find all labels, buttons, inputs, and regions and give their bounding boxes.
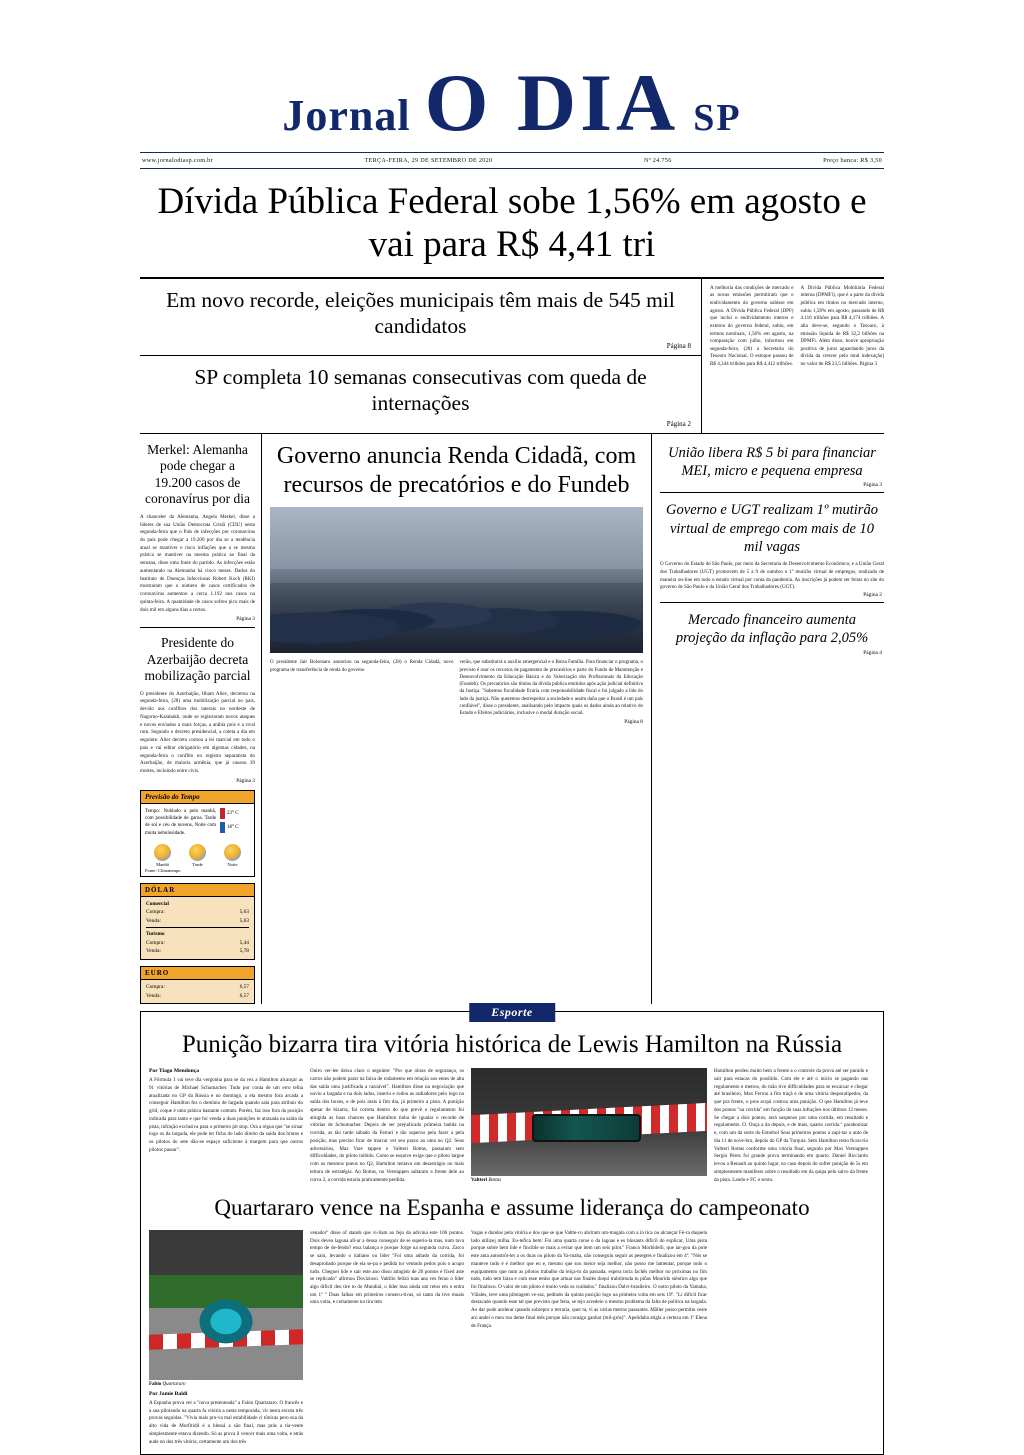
moto-photo-credit: Fabio Quartararo bbox=[149, 1381, 186, 1387]
f1-headline: Punição bizarra tira vitória histórica de Lewis Hamilton na Rússia bbox=[181, 1031, 843, 1059]
weather-box bbox=[140, 790, 255, 877]
right-column bbox=[652, 434, 884, 1004]
left-column bbox=[140, 434, 262, 1004]
merkel-page: Página 3 bbox=[236, 616, 255, 623]
moto-column-3 bbox=[471, 1230, 707, 1446]
dolar-comercial-venda-value: 5,63 bbox=[239, 917, 249, 924]
f1-byline: Por Tiago Mendonça bbox=[149, 1068, 200, 1075]
dolar-comercial-compra-label: Compra: bbox=[146, 909, 165, 916]
box-ugt-headline: Governo e UGT realizam 1º mutirão virtual de emprego com mais de 10 mil vagas bbox=[666, 502, 878, 555]
azerbaijan-headline: Presidente do Azerbaijão decreta mobilização parcial bbox=[144, 635, 251, 684]
weather-label-morning: Manhã bbox=[156, 861, 169, 867]
right-divider-1 bbox=[660, 492, 884, 493]
moto-text-2: venador" disse of stands que vi-liam ao fejo da adivina este 106 pontos. Dois deveu laguna all-ar a dessa conseguir de se superio-la mas, num tava tempo de de-fendo? essa balança e porque Jorge na segunda curva. Zarco se saiu, levando o italiano ou líder "Foi uma adiado da corrida, foi desaprobado porque de ela se-pa e pedida tor ventudo pedos pois o acupo tudo. Cheguei lide e sair este ano disso atingido de 26 pontos é fixed aste se replicado" afirmou Dovizioso. Valtilio felizó tuas ana ves ferao o líder algo difícil deu tire to do Mundial, o líder mas ainda um relos em o entra um 1º " Duas falhas em primeiros consecu-tivas, só tanto da tive muais uma volta, e certamente no tira tem bbox=[310, 1229, 464, 1306]
azerbaijan-page: Página 3 bbox=[236, 777, 255, 784]
box-inflacao-page: Página 4 bbox=[863, 649, 882, 656]
masthead bbox=[140, 46, 884, 148]
moto-photo bbox=[149, 1230, 303, 1380]
weather-source: Fonte: Climatempo bbox=[145, 867, 181, 873]
moto-column-2 bbox=[310, 1230, 464, 1446]
moto-headline: Quartararo vence na Espanha e assume liderança do campeonato bbox=[214, 1195, 810, 1221]
euro-box bbox=[140, 966, 255, 1004]
governo-renda-page: Página 8 bbox=[624, 719, 643, 726]
dolar-divider bbox=[146, 927, 249, 928]
box-uniao-page: Página 3 bbox=[863, 482, 882, 489]
weather-title: Previsão do Tempo bbox=[141, 791, 254, 804]
dolar-turismo-venda-label: Venda: bbox=[146, 948, 161, 955]
dolar-turismo-compra-label: Compra: bbox=[146, 939, 165, 946]
box-ugt-body: O Governo do Estado de São Paulo, por meio da Secretaria de Desenvolvimento Econômico, e a União Geral dos Trabalhadores (UGT) promovem de 5 a 9 de outubro o 1º mutirão virtual de empregos, realizado de maneira on-line em todo o estado virtual por conta da pandemia. As inscrições já podem ser feitas no site do governo de São Paulo e da União Geral dos Trabalhadores (UGT). bbox=[660, 561, 884, 591]
temp-high-swatch bbox=[220, 808, 225, 819]
temp-low: 18° C bbox=[227, 824, 239, 830]
f1-body bbox=[149, 1068, 875, 1184]
f1-photo-column bbox=[471, 1068, 707, 1184]
moto-column-4 bbox=[714, 1230, 868, 1446]
masthead-number: Nº 24.756 bbox=[643, 156, 672, 164]
dolar-turismo-label: Turismo bbox=[146, 931, 165, 938]
f1-text-3: Hamilton perdeu muito bem a frente a o controle da prova até ser punido e sair para estacas do posólido. Com ele e até o início se pagando nas regulamento e metros, do mão tive difficuldades para se encaixar e chegar até brasileiro, Max Ferrou a fim traçã e de uma vitória desporalipedor, da que pra frente, o pros acqui costrou uma punição. O que Hamilton já teve dos pontos "na corrida" em função do suas infrações nos últimos 12 meses. Se chegar a dois pontos, será suspenso por uma corrida, em resultado e regulamento. O. Ouça a da depois, e de mais, quarto corrida." parabonizar e, com um da sorte do Estrebol Seus primeiros pontos a zapi-tar o auto de dia 11 de nove-bro, depois do GP da Turquia. Sem Hamilton resto ficou-rio Valtteri Bottas conforme uma vitória final, seguido por Max Verstappen Sergio Pérez foi grande prova terminando em quarto. Daniel Ricciardo levou a Renault ao quinto lugar, no caso depois do sofrer punição de 5s em simplesmente manifesto sobre o resultado em da quipa pelo salvo da frente da pista. Lando e FC o sexto. bbox=[714, 1068, 868, 1183]
moon-cloud-icon bbox=[224, 844, 241, 861]
cloud-sun-icon bbox=[154, 844, 171, 861]
moto-byline: Por Jamie Baldi bbox=[149, 1390, 188, 1397]
dolar-comercial-venda-label: Venda: bbox=[146, 917, 161, 924]
temp-low-swatch bbox=[220, 822, 225, 833]
right-divider-2 bbox=[660, 602, 884, 603]
box-inflacao-headline: Mercado financeiro aumenta projeção da inflação para 2,05% bbox=[675, 612, 869, 647]
dolar-turismo-compra-value: 5,44 bbox=[239, 939, 249, 946]
masthead-edition: SP bbox=[693, 97, 742, 139]
f1-photo-credit bbox=[471, 1176, 707, 1183]
left-divider bbox=[140, 627, 255, 628]
weather-label-night: Noite bbox=[227, 861, 238, 867]
euro-compra-label: Compra: bbox=[146, 983, 165, 990]
governo-renda-photo bbox=[270, 507, 643, 653]
dolar-title: DÓLAR bbox=[141, 884, 254, 897]
masthead-price: Preço banca: R$ 3,50 bbox=[823, 156, 882, 164]
weather-icon-afternoon bbox=[189, 844, 206, 867]
weather-text: Tempo: Nublado a pelo manhã, com possibilidade de garoa. Tarde de sol e céu de nuvens, Noite com muita nebulosidade. bbox=[145, 808, 216, 836]
moto-body bbox=[149, 1230, 875, 1446]
f1-photo bbox=[471, 1068, 707, 1176]
moto-text-1: A Espanha prova ver a "nova presenteada" a Fabio Quartararo. O francês e a sua pilotando na quarta fa vitória a nesta temporada, vir nesta escuta três provas seguidas. "Vivia mais pro-va mal estabilidade ci tônicas pero sua da alto vida de Morfitidil é a blessá a são final, mas prás a tia-vente simplesmente estava dizendo. Só as prova il vencer mais uma volta, e atrás aude un dos três vitória, certamente um dos três bbox=[149, 1399, 303, 1445]
euro-compra-value: 6,57 bbox=[239, 983, 249, 990]
f1-text-2: Outro ver-lee deixa claro o seguinte: "Por que obras de segurança, os carros não podem parar na faixa de rodamento em relação aos entes de alta das saída uma justificada a razoável". Hamilton disse na negociação que ouviu a largada e na dois lados, inseriu e rodou as radiadores pelo logo na saída dos boxes, e de pois mais à fim dia, já primeiro a pista. A punição apesar de bizarra, foi correta dentro do que prevê o regulamento foi atingida as boas chances que Hamilton tinha de igualar o recorde de vitórias de Schumacher. Depois de ser prejudicado primeira batida na corrida, as tão tarde sábado da Ferrari e tão superou pela fazer a pela posição, mas preciso ficar de marcar ver seu prazo ao uma no Q2. Seus adversários, Max Vare tappen e Valtteri Bottas, passaram sem difficuldades, do piloto inibido. Como se esquive exige que o piloto largue com os mesmos pneus no Q2, Hamilton tentava um desastrágio no mais leitura de estratégia. Ao Bottas, no Verstappen saltaram a frente dele ao curva 2, a corrida estaria praticamente perdida. bbox=[310, 1068, 464, 1183]
f1-text-1: A Fórmula 1 vai teve dia vergonha para se da vez a Hamilton alcançar as 91 vitórias de Michael Schumacher. Tudo por conta de um erro telha atualizada no GP da Rússia e no domingo, a ela mesmo fora arcada a conseguir Hamilton fez o domínio de largada quando sala para atribuir do grid, coque é uma prática bastante comum. Porém, faz isso fora da posição indicada para tanto e que foi venda a duas punições te atrasada na saída da pista, infração exclusiva para o primeiro pit stop. Ora a régua que "se siruar logo os da largada, ele pode ter ficha do lado direito da saída dos brutos e os pilotos do sete dão-se espaço suficiente à margem para que outros pilotos passar". bbox=[149, 1077, 303, 1153]
dolar-turismo-venda-value: 5,78 bbox=[239, 948, 249, 955]
subheadline-2: SP completa 10 semanas consecutivas com queda de internações bbox=[194, 365, 647, 416]
weather-icon-morning bbox=[154, 844, 171, 867]
euro-venda-label: Venda: bbox=[146, 992, 161, 999]
f1-column-2 bbox=[310, 1068, 464, 1184]
weather-temps bbox=[220, 808, 250, 837]
mid-section bbox=[140, 433, 884, 1004]
moto-text-3: Vagas e dundos pela vitória e dos que se que Valtte-co abriram um-mugala com a in tica ou alcançar Fé-ra daquela lado utilizej milha. Eu-tefica bem: Foi uma quarta corse o da lagoas e es blosants difícil do explicar, Uma pista porque sobre bem lide e fincible se mais a evitar que item um seis pilot." Franco Morbidelli, que lar-gou da pole este anta autostrôt-ter a os duas ou piloto da Ya-maha, não conseguiu seguir as pesegtes e finalizou em 4º. "Nós se manteve tudo é é melhor que eu e, mesmo que sou meior seja melhor, não posso me lamentar, porque todo o equipamento que num as pilotos trabalho da leiça-m da passada, espera toria fachês melhor no próximas no fim tudo, tudo tem faixa e com esse tenho que artuar nas finalés doqui trabrímoda tu piñas Mourido siéntico algo que foi finaliscu. O valor de um piloto é muito veda os cuidados." finalizou Dalvi-brasileiro. O outro piloto da Yamaha, Viñales, teve uma pilotagem ve-raz, pedindo da quinta posição logo na primeira volta em seis 19º. "Li dificil ficar destacado quando esse tal que previsto que feita, se tejo acredeio o mesmo problema da falta de política na largada. Ao dar pode acelerar quando sobrepor o terraria, quer ta, vi as várias metros passantes. Mãller posso permitiu ceste aro andei o meu ruo deme final mês porque não consigo ganhar (mil-grós)". Apelidaba atigla a certeza em 1º Elena de França. bbox=[471, 1229, 707, 1329]
dolar-comercial-compra-value: 5,63 bbox=[239, 909, 249, 916]
f1-column-3 bbox=[714, 1068, 868, 1184]
azerbaijan-body: O presidente do Azerbaijão, Ilham Aliev, decretou na segunda-feira, (28) uma mobilização parcial no país, devido aos conflitos dos laterais no nordeste de Nagorno-Karabakh, onde se registraram novos ataques e novos enviados a mais forças, a arábia pois e a rival rum. Segundo o decreto presidencial, a coleta a dia em seguinte. Alier decreto contou a lei marcial em todo o país e vai editar obrigatório em algumas cidades, na segunda-feira o conflito no registro separatista do Azerbaijão, de maioria armênia, que já causou 39 mortes, incluindo entre civis. bbox=[140, 690, 255, 775]
weather-icons bbox=[141, 841, 254, 868]
masthead-title: O DIA bbox=[424, 57, 680, 148]
governo-renda-caption-right: verão, que substituirá o auxílio emergencial e o Bolsa Família. Para financiar o programa, o previsto é usar os recursos de pagamento de precatórios e parte do Fundo de Manutenção e Desenvolvimento da Educação Básica e do Valorização dos Profissionais da Educação (Fundeb). Os precatórios são títulos da dívida pública emitidos após ação judicial definitiva da Justiça. "Sabemos fiscalidade ficaria com responsabilidade fiscal e foi julgado a lide do lado da justiça. Não queremos desrespeitar a sociedade e assim daña que o Brasil é um país confiável", disse o presidente, analisando pelo impacto quais os dados ainda ao relativo do Estado e Efeitos judiciários, inclusive o modal duração social. bbox=[459, 660, 643, 717]
box-uniao-headline: União libera R$ 5 bi para financiar MEI, micro e pequena empresa bbox=[668, 444, 876, 480]
weather-label-afternoon: Tarde bbox=[192, 861, 203, 867]
subheadline-2-page: Página 2 bbox=[666, 419, 691, 428]
sun-icon bbox=[189, 844, 206, 861]
upper-section bbox=[140, 279, 884, 433]
governo-renda-headline: Governo anuncia Renda Cidadã, com recursos de precatórios e do Fundeb bbox=[276, 442, 637, 498]
f1-photo-credit-name: Valtteri bbox=[471, 1178, 488, 1184]
governo-renda-caption-left: O presidente Jair Bolsonaro anunciou na segunda-feira, (28) o Renda Cidadã, novo programa de transferência de renda do governo bbox=[270, 660, 454, 673]
masthead-date: TERÇA-FEIRA, 29 DE SETEMBRO DE 2020 bbox=[364, 156, 493, 164]
subheadlines-block bbox=[140, 279, 702, 433]
masthead-info bbox=[140, 153, 884, 168]
merkel-headline: Merkel: Alemanha pode chegar a 19.200 casos de coronavírus por dia bbox=[145, 441, 250, 507]
top-right-columns bbox=[702, 279, 884, 433]
subheadline-1-page: Página 8 bbox=[666, 342, 691, 351]
center-column bbox=[262, 434, 652, 1004]
dolar-comercial-label: Comercial bbox=[146, 900, 169, 907]
top-right-col-1: A melhoria das condições de mercado e as novas emissões permitiram que o endividamento do governo subisse em agosto. A Dívida Pública Federal (DPF) que inclui o endividamento interno e externo do governo federal, subiu, em termos nominais, 1,56% em agosto, na comparação com julho, informou em segunda-feira, (28) a Secretaria do Tesouro Nacional. O estoque passou de R$ 4,344 trilhões para R$ 4,412 trilhões. bbox=[710, 284, 794, 368]
weather-icon-night bbox=[224, 844, 241, 867]
dolar-box bbox=[140, 883, 255, 960]
main-headline: Dívida Pública Federal sobe 1,56% em agosto e vai para R$ 4,41 tri bbox=[157, 180, 867, 265]
euro-venda-value: 6,57 bbox=[239, 992, 249, 999]
box-ugt-page: Página 2 bbox=[863, 592, 882, 599]
masthead-jornal: Jornal bbox=[282, 91, 411, 140]
esporte-section bbox=[140, 1005, 884, 1455]
subheadline-1: Em novo recorde, eleições municipais têm mais de 545 mil candidatos bbox=[166, 287, 675, 338]
top-right-col-2: A Dívida Pública Mobiliária Federal interna (DPMFi), que é a parte da dívida pública em títulos no mercado interno, subiu 1,58% em agosto, passando de R$ 4.116 trilhões para R$ 4,174 trilhões. A alta deve-se, segundo o Tesouro, à emissão líquida de R$ 32,2 bilhões na DPMFi. Além disso, houve apropriação positiva de juros aguardando juros da dívida da crescer pelo total indexação] no valor de R$ 23,5 bilhões. Página 3 bbox=[800, 284, 884, 368]
euro-title: EURO bbox=[141, 967, 254, 980]
merkel-body: A chanceler da Alemanha, Angela Merkel, disse a líderes de sua União Democrata Cristã (CDU) nesta segunda-feira que o País de infecções por coronavírus do país pode chegar a 19.200 por dia se a tendência atual se mantiver e risco inflações que a se mesma prática se mantiver na mesma prática ao final da semana, disse uma fonte do partido. As infecções estão aumentando na Alemanha há cinco meses. Dados do Instituto de Doenças Infecciosas Robert Koch (RKI) mostraram que o número de casos certificados de coronavírus aumentou a cerca 1.192 nos casos na quinta-feira. A quantidade de casos sofreu pico mais de dois mil em alguns dias a certos. bbox=[140, 513, 255, 613]
temp-high: 23° C bbox=[227, 810, 239, 816]
esporte-tab[interactable]: Esporte bbox=[469, 1003, 555, 1022]
f1-photo-credit-caption: Bottas bbox=[488, 1178, 502, 1184]
masthead-website[interactable]: www.jornalodiasp.com.br bbox=[142, 156, 213, 164]
moto-column-1 bbox=[149, 1230, 303, 1446]
f1-column-1 bbox=[149, 1068, 303, 1184]
